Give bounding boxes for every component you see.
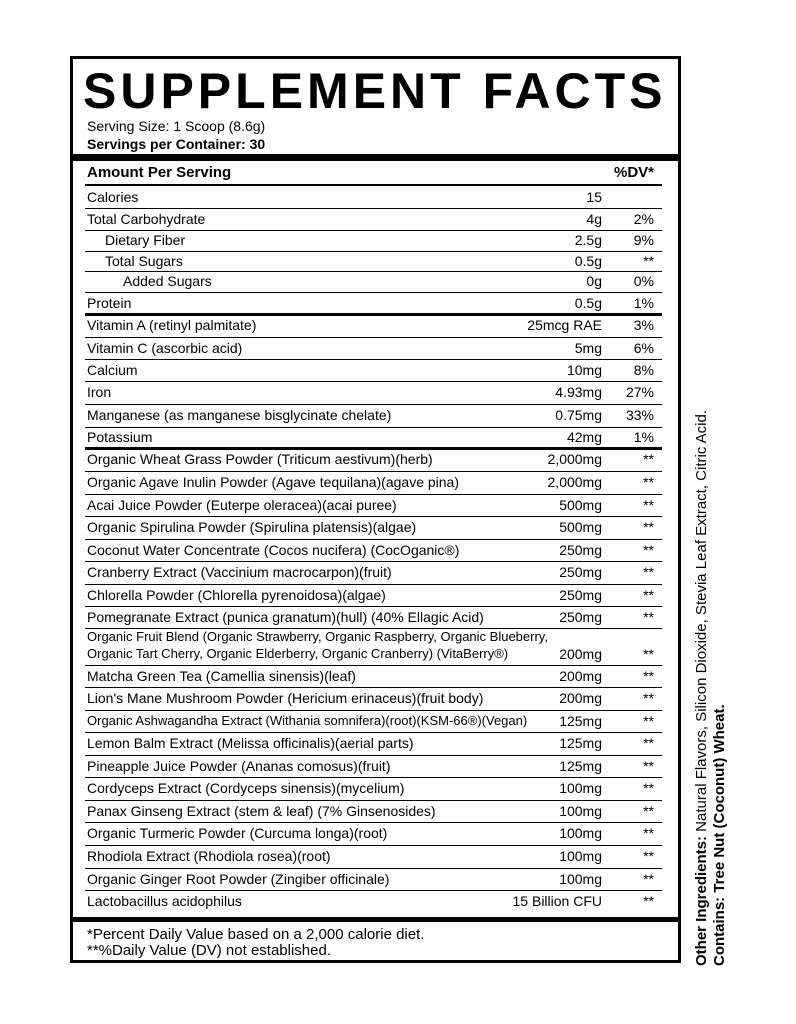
nutrient-name: Vitamin C (ascorbic acid) <box>87 340 243 356</box>
table-row <box>85 404 662 427</box>
table-row <box>85 516 662 539</box>
nutrient-amount: 5mg <box>574 340 602 356</box>
nutrient-name-line-2: Organic Tart Cherry, Organic Elderberry, Organic Cranberry) (VitaBerry®) <box>87 646 509 661</box>
table-row <box>85 628 662 665</box>
nutrient-amount: 0g <box>586 273 602 289</box>
nutrient-dv: 0% <box>633 273 654 289</box>
nutrient-dv: ** <box>643 474 654 490</box>
nutrient-dv: ** <box>643 609 654 625</box>
nutrient-dv: 6% <box>633 340 654 356</box>
nutrient-name: Protein <box>87 295 132 311</box>
nutrient-amount: 2.5g <box>574 232 602 248</box>
nutrient-dv: 1% <box>633 295 654 311</box>
table-row <box>85 868 662 890</box>
nutrient-name: Acai Juice Powder (Euterpe oleracea)(acai puree) <box>87 497 397 513</box>
nutrient-amount: 200mg <box>559 668 602 684</box>
nutrient-dv: ** <box>643 542 654 558</box>
nutrient-amount: 250mg <box>559 609 602 625</box>
nutrient-name: Pineapple Juice Powder (Ananas comosus)(fruit) <box>87 758 391 774</box>
nutrient-dv: 27% <box>625 384 654 400</box>
table-row <box>85 448 662 471</box>
nutrient-amount: 4g <box>586 211 602 227</box>
nutrient-name: Cordyceps Extract (Cordyceps sinensis)(mycelium) <box>87 780 405 796</box>
table-row <box>85 845 662 868</box>
nutrient-amount: 125mg <box>559 758 602 774</box>
nutrient-amount: 100mg <box>559 825 602 841</box>
nutrient-dv: 1% <box>633 429 654 445</box>
nutrient-dv: ** <box>643 519 654 535</box>
other-ingredients-text: Natural Flavors, Silicon Dioxide, Stevia Leaf Extract, Citric Acid. <box>693 409 710 832</box>
nutrient-name: Iron <box>87 384 112 400</box>
table-row <box>85 755 662 777</box>
nutrient-name: Organic Wheat Grass Powder (Triticum aestivum)(herb) <box>87 451 433 467</box>
nutrient-amount: 4.93mg <box>555 384 602 400</box>
nutrient-dv: ** <box>643 780 654 796</box>
table-row <box>85 337 662 359</box>
nutrient-dv: ** <box>643 253 654 269</box>
table-row <box>85 687 662 710</box>
table-row <box>85 710 662 732</box>
side-ingredients <box>693 326 729 966</box>
nutrient-name: Lemon Balm Extract (Melissa officinalis)(aerial parts) <box>87 735 414 751</box>
nutrient-name: Manganese (as manganese bisglycinate chelate) <box>87 407 392 423</box>
nutrient-name: Organic Ginger Root Powder (Zingiber officinale) <box>87 871 390 887</box>
amount-header <box>87 164 662 184</box>
nutrient-name: Organic Spirulina Powder (Spirulina platensis)(algae) <box>87 519 417 535</box>
footnote-dv: *Percent Daily Value based on a 2,000 calorie diet. <box>87 926 425 943</box>
nutrient-dv: ** <box>643 564 654 580</box>
nutrient-dv: ** <box>643 825 654 841</box>
nutrient-name: Coconut Water Concentrate (Cocos nucifera) (CocOganic®) <box>87 542 460 558</box>
nutrient-amount: 200mg <box>559 690 602 706</box>
table-row <box>85 208 662 230</box>
table-row <box>85 494 662 516</box>
nutrient-dv: ** <box>643 848 654 864</box>
nutrient-amount: 0.75mg <box>555 407 602 423</box>
nutrient-amount: 500mg <box>559 519 602 535</box>
nutrient-dv: ** <box>643 668 654 684</box>
table-row <box>85 230 662 251</box>
nutrient-dv: ** <box>643 587 654 603</box>
nutrient-dv: ** <box>643 871 654 887</box>
nutrient-dv: 8% <box>633 362 654 378</box>
amount-per-serving-label: Amount Per Serving <box>87 164 232 181</box>
nutrient-amount: 10mg <box>566 362 602 378</box>
nutrient-name: Added Sugars <box>123 273 212 289</box>
nutrient-amount: 15 <box>586 189 602 205</box>
footer-divider <box>73 917 678 922</box>
nutrient-name: Total Sugars <box>105 253 183 269</box>
contains-line: Contains: Tree Nut (Coconut) Wheat. <box>711 704 728 966</box>
nutrient-name: Chlorella Powder (Chlorella pyrenoidosa)(algae) <box>87 587 386 603</box>
nutrient-name: Panax Ginseng Extract (stem & leaf) (7% Ginsenosides) <box>87 803 436 819</box>
nutrient-name: Matcha Green Tea (Camellia sinensis)(leaf) <box>87 668 356 684</box>
nutrient-amount: 250mg <box>559 587 602 603</box>
nutrient-amount: 15 Billion CFU <box>512 893 602 909</box>
nutrient-amount: 100mg <box>559 848 602 864</box>
nutrient-amount: 100mg <box>559 871 602 887</box>
serving-size: Serving Size: 1 Scoop (8.6g) <box>87 118 266 134</box>
nutrient-dv: ** <box>643 451 654 467</box>
nutrient-dv: ** <box>643 497 654 513</box>
table-row <box>85 606 662 628</box>
nutrient-name: Total Carbohydrate <box>87 211 206 227</box>
nutrient-amount: 250mg <box>559 542 602 558</box>
nutrient-amount: 100mg <box>559 780 602 796</box>
nutrient-name: Lactobacillus acidophilus <box>87 893 242 909</box>
nutrient-amount: 125mg <box>559 713 602 729</box>
table-row <box>85 584 662 606</box>
table-row <box>85 561 662 584</box>
nutrient-name: Cranberry Extract (Vaccinium macrocarpon)(fruit) <box>87 564 392 580</box>
nutrient-name: Organic Fruit Blend (Organic Strawberry, Organic Raspberry, Organic Blueberry, <box>87 629 548 644</box>
nutrient-name: Pomegranate Extract (punica granatum)(hull) (40% Ellagic Acid) <box>87 609 484 625</box>
nutrient-dv: 2% <box>633 211 654 227</box>
nutrient-amount: 250mg <box>559 564 602 580</box>
nutrient-name: Rhodiola Extract (Rhodiola rosea)(root) <box>87 848 331 864</box>
table-row <box>85 539 662 561</box>
nutrient-name: Organic Turmeric Powder (Curcuma longa)(root) <box>87 825 388 841</box>
nutrient-dv: 9% <box>633 232 654 248</box>
nutrient-name: Calories <box>87 189 139 205</box>
other-ingredients-line <box>693 326 711 966</box>
table-row <box>85 665 662 687</box>
table-row <box>85 471 662 494</box>
nutrient-amount: 25mcg RAE <box>527 317 602 333</box>
nutrient-amount: 2,000mg <box>547 474 602 490</box>
nutrient-name: Dietary Fiber <box>105 232 186 248</box>
nutrient-amount: 0.5g <box>574 295 602 311</box>
nutrient-dv: ** <box>643 803 654 819</box>
dv-header: %DV* <box>613 164 654 181</box>
table-row <box>85 822 662 845</box>
panel-title: SUPPLEMENT FACTS <box>83 63 667 119</box>
table-row <box>85 800 662 822</box>
table-row <box>85 777 662 800</box>
nutrient-name: Potassium <box>87 429 153 445</box>
thick-divider <box>73 154 678 161</box>
other-ingredients-label: Other Ingredients: <box>693 835 710 966</box>
table-row <box>85 359 662 381</box>
nutrient-amount: 200mg <box>559 646 602 662</box>
table-row <box>85 292 662 314</box>
nutrient-amount: 100mg <box>559 803 602 819</box>
nutrient-amount: 125mg <box>559 735 602 751</box>
table-row <box>85 890 662 912</box>
table-row <box>85 314 662 337</box>
table-row <box>85 427 662 448</box>
nutrient-name: Calcium <box>87 362 138 378</box>
nutrient-dv: ** <box>643 646 654 662</box>
table-row <box>85 251 662 271</box>
nutrient-amount: 500mg <box>559 497 602 513</box>
nutrient-amount: 2,000mg <box>547 451 602 467</box>
nutrient-name: Vitamin A (retinyl palmitate) <box>87 317 257 333</box>
table-row <box>85 732 662 755</box>
servings-per-container: Servings per Container: 30 <box>87 136 266 152</box>
nutrient-name: Organic Agave Inulin Powder (Agave tequilana)(agave pina) <box>87 474 460 490</box>
nutrient-amount: 0.5g <box>574 253 602 269</box>
nutrient-dv: ** <box>643 893 654 909</box>
table-row <box>85 381 662 404</box>
nutrient-dv: 3% <box>633 317 654 333</box>
nutrient-dv: ** <box>643 713 654 729</box>
nutrient-name: Lion's Mane Mushroom Powder (Hericium erinaceus)(fruit body) <box>87 690 484 706</box>
nutrient-amount: 42mg <box>566 429 602 445</box>
table-row <box>85 271 662 292</box>
footnote-not-established: **%Daily Value (DV) not established. <box>87 942 332 959</box>
nutrient-dv: ** <box>643 758 654 774</box>
nutrient-dv: ** <box>643 690 654 706</box>
supplement-facts-panel <box>70 56 681 963</box>
table-row <box>85 186 662 208</box>
nutrient-dv: ** <box>643 735 654 751</box>
nutrient-dv: 33% <box>625 407 654 423</box>
nutrient-name: Organic Ashwagandha Extract (Withania somnifera)(root)(KSM-66®)(Vegan) <box>87 713 528 728</box>
